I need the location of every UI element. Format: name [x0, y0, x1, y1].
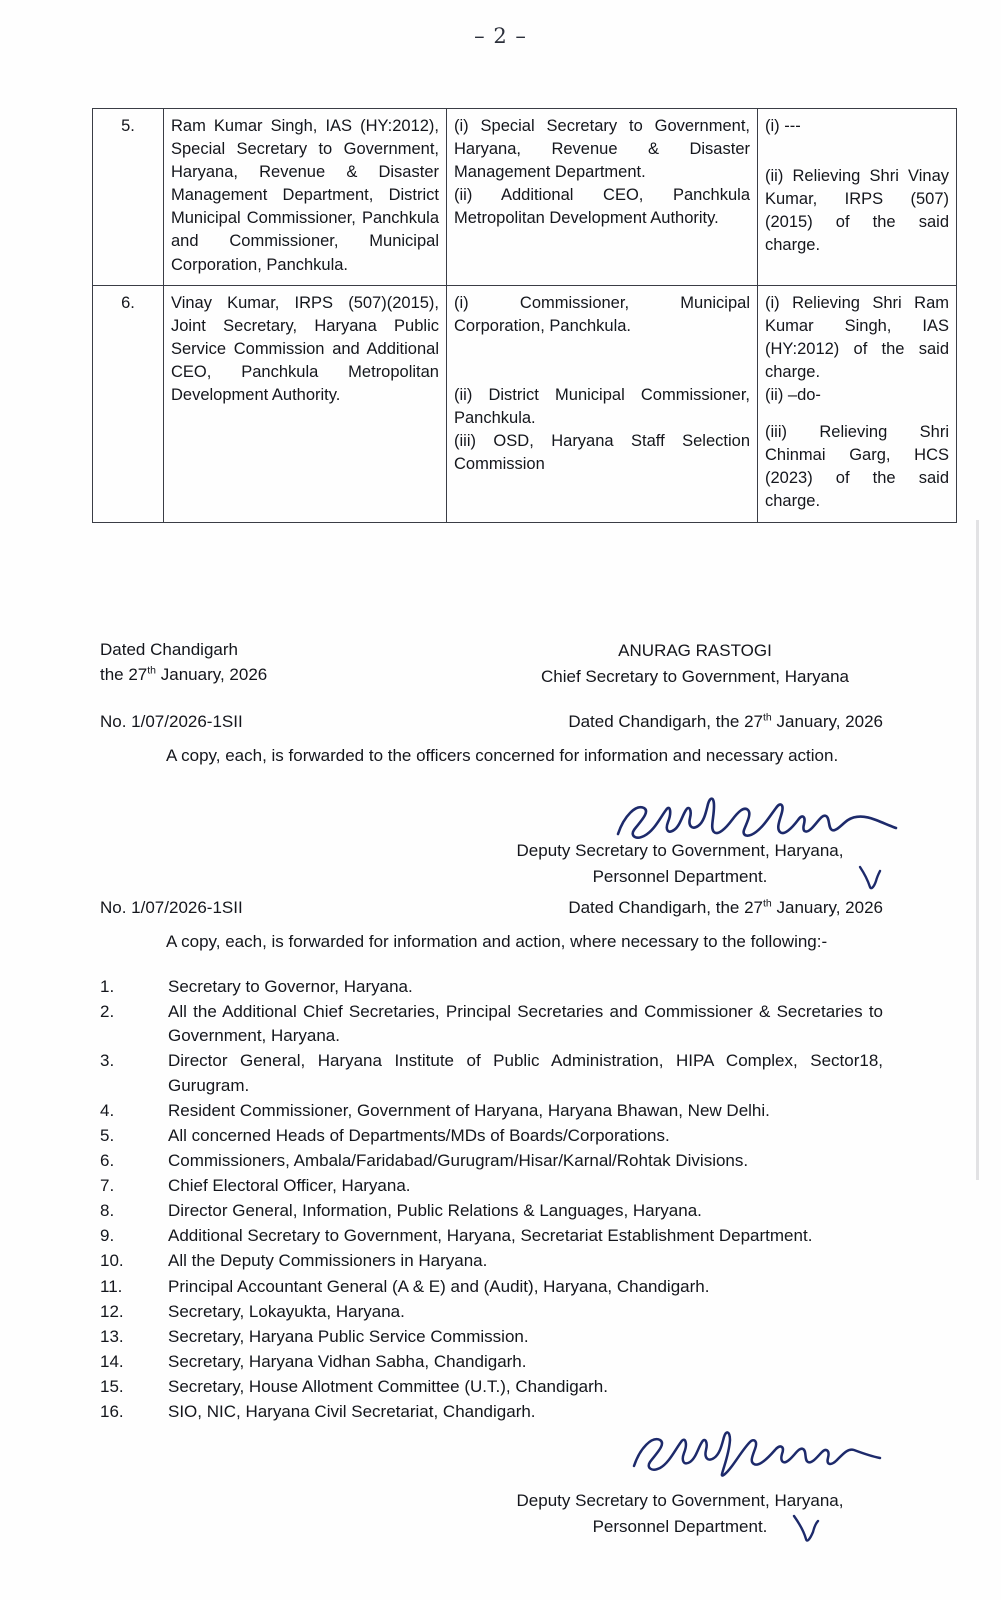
posting-item-i: (i) Special Secretary to Government, Haryana, Revenue & Disaster Management Department.: [454, 117, 750, 182]
list-item-number: 13.: [100, 1326, 124, 1346]
chief-secretary-signatory: [485, 638, 905, 689]
list-item-number: 4.: [100, 1100, 115, 1120]
row-posting-details: [447, 109, 758, 286]
remarks-spacer: [765, 407, 949, 421]
signature-initial-mark-first: [856, 861, 882, 897]
officer-text: Ram Kumar Singh, IAS (HY:2012), Special Secretary to Government, Haryana, Revenue & Disaster Management Department, District Municipal Commissioner, Panchkula and Commissioner, Municipal Corporation, Panchkula.: [171, 117, 439, 274]
list-item: [100, 1224, 883, 1248]
list-item-number: 11.: [100, 1276, 123, 1296]
endorsement-1-body: A copy, each, is forwarded to the officers concerned for information and necessary action.: [166, 746, 839, 765]
signature-suresh-kumar-second: [628, 1424, 888, 1483]
list-item-text: All concerned Heads of Departments/MDs of Boards/Corporations.: [168, 1125, 670, 1145]
list-item: [100, 1375, 883, 1399]
list-item: [100, 1000, 883, 1048]
list-item-number: 5.: [100, 1125, 115, 1145]
posting-item-iii: (iii) OSD, Haryana Staff Selection Commission: [454, 432, 750, 474]
signatory-designation-line-1: Deputy Secretary to Government, Haryana,: [516, 841, 844, 860]
distribution-list: [100, 975, 883, 1425]
row-officer-details: [164, 109, 447, 286]
list-item-text: Resident Commissioner, Government of Haryana, Haryana Bhawan, New Delhi.: [168, 1100, 770, 1120]
list-item: [100, 1400, 883, 1424]
page-number: – 2 –: [474, 24, 527, 48]
posting-item-i: (i) Commissioner, Municipal Corporation, Panchkula.: [454, 293, 750, 335]
signatory-name: ANURAG RASTOGI: [618, 641, 772, 660]
list-item-text: Director General, Haryana Institute of Public Administration, HIPA Complex, Sector18, Gurugram.: [168, 1051, 883, 1095]
dateline-place: Dated Chandigarh: [100, 640, 238, 659]
list-item: [100, 1350, 883, 1374]
list-item-text: Secretary to Governor, Haryana.: [168, 977, 413, 996]
remarks-item-ii: (ii) –do-: [765, 386, 821, 405]
row-remarks: [758, 285, 957, 522]
list-item-text: Principal Accountant General (A & E) and (Audit), Haryana, Chandigarh.: [168, 1276, 710, 1296]
remarks-item-i: (i) ---: [765, 117, 801, 135]
row-officer-details: [164, 285, 447, 522]
table-row: [93, 109, 957, 286]
list-item-text: Chief Electoral Officer, Haryana.: [168, 1176, 411, 1195]
list-item-number: 9.: [100, 1226, 115, 1246]
list-item: [100, 1249, 883, 1273]
endorsement-1-signatory: [470, 838, 890, 889]
list-item-number: 8.: [100, 1201, 115, 1221]
list-item: [100, 975, 883, 999]
officer-text: Vinay Kumar, IRPS (507)(2015), Joint Secretary, Haryana Public Service Commission and Additional CEO, Panchkula Metropolitan Development Authority.: [171, 293, 439, 405]
list-item: [100, 1199, 883, 1223]
list-item-number: 15.: [100, 1377, 124, 1396]
list-item: [100, 1325, 883, 1349]
posting-spacer: [454, 338, 750, 384]
row-serial-number: 5.: [93, 109, 164, 286]
list-item-number: 10.: [100, 1251, 124, 1271]
list-item-number: 7.: [100, 1176, 115, 1195]
signature-initial-mark-second: [790, 1510, 820, 1550]
list-item-number: 12.: [100, 1301, 124, 1321]
posting-order-table-wrapper: [92, 108, 949, 523]
signatory-designation-line-2: Personnel Department.: [592, 866, 768, 886]
list-item: [100, 1300, 883, 1324]
endorsement-2-body: A copy, each, is forwarded for information and action, where necessary to the following:-: [166, 932, 828, 951]
list-item-text: All the Additional Chief Secretaries, Principal Secretaries and Commissioner & Secretaries to Government, Haryana.: [168, 1002, 883, 1046]
list-item-number: 14.: [100, 1351, 124, 1371]
list-item-number: 16.: [100, 1402, 124, 1422]
list-item-text: Secretary, Lokayukta, Haryana.: [168, 1301, 405, 1321]
row-serial-number: 6.: [93, 285, 164, 522]
list-item: [100, 1275, 883, 1299]
remarks-item-iii: (iii) Relieving Shri Chinmai Garg, HCS (2023) of the said charge.: [765, 423, 949, 511]
endorsement-1-date: Dated Chandigarh, the 27th January, 2026: [568, 711, 883, 731]
scan-edge-artifact: [976, 520, 979, 1180]
endorsement-2-date: Dated Chandigarh, the 27th January, 2026: [568, 897, 883, 917]
list-item-text: SIO, NIC, Haryana Civil Secretariat, Chandigarh.: [168, 1402, 536, 1422]
list-item: [100, 1049, 883, 1097]
list-item: [100, 1174, 883, 1198]
list-item: [100, 1099, 883, 1123]
remarks-item-ii: (ii) Relieving Shri Vinay Kumar, IRPS (507) (2015) of the said charge.: [765, 167, 949, 255]
list-item-text: All the Deputy Commissioners in Haryana.: [168, 1251, 488, 1271]
endorsement-2-number: No. 1/07/2026-1SII: [100, 898, 243, 917]
dateline-date: the 27th January, 2026: [100, 663, 268, 684]
list-item-number: 6.: [100, 1150, 115, 1170]
signatory-designation-line-2: Personnel Department.: [592, 1516, 768, 1536]
endorsement-2-signatory: [470, 1488, 890, 1539]
list-item: [100, 1149, 883, 1173]
endorsement-1-number: No. 1/07/2026-1SII: [100, 712, 243, 731]
list-item: [100, 1124, 883, 1148]
remarks-item-i: (i) Relieving Shri Ram Kumar Singh, IAS (HY:2012) of the said charge.: [765, 293, 949, 381]
list-item-text: Secretary, Haryana Vidhan Sabha, Chandigarh.: [168, 1351, 527, 1371]
table-row: [93, 285, 957, 522]
list-item-text: Secretary, House Allotment Committee (U.T.), Chandigarh.: [168, 1377, 608, 1396]
posting-item-ii: (ii) District Municipal Commissioner, Panchkula.: [454, 385, 750, 427]
signatory-designation: Chief Secretary to Government, Haryana: [540, 666, 850, 686]
posting-order-table: [92, 108, 957, 523]
list-item-text: Secretary, Haryana Public Service Commission.: [168, 1326, 529, 1346]
signatory-designation-line-1: Deputy Secretary to Government, Haryana,: [516, 1491, 844, 1510]
posting-item-ii: (ii) Additional CEO, Panchkula Metropolitan Development Authority.: [454, 186, 750, 228]
list-item-number: 2.: [100, 1002, 115, 1022]
dateline-block: [100, 638, 267, 687]
list-item-number: 3.: [100, 1051, 115, 1071]
list-item-text: Commissioners, Ambala/Faridabad/Gurugram/Hisar/Karnal/Rohtak Divisions.: [168, 1150, 749, 1170]
list-item-number: 1.: [100, 977, 115, 996]
list-item-text: Additional Secretary to Government, Haryana, Secretariat Establishment Department.: [168, 1226, 813, 1246]
row-remarks: [758, 109, 957, 286]
remarks-spacer: [765, 138, 949, 165]
row-posting-details: [447, 285, 758, 522]
list-item-text: Director General, Information, Public Relations & Languages, Haryana.: [168, 1201, 702, 1221]
